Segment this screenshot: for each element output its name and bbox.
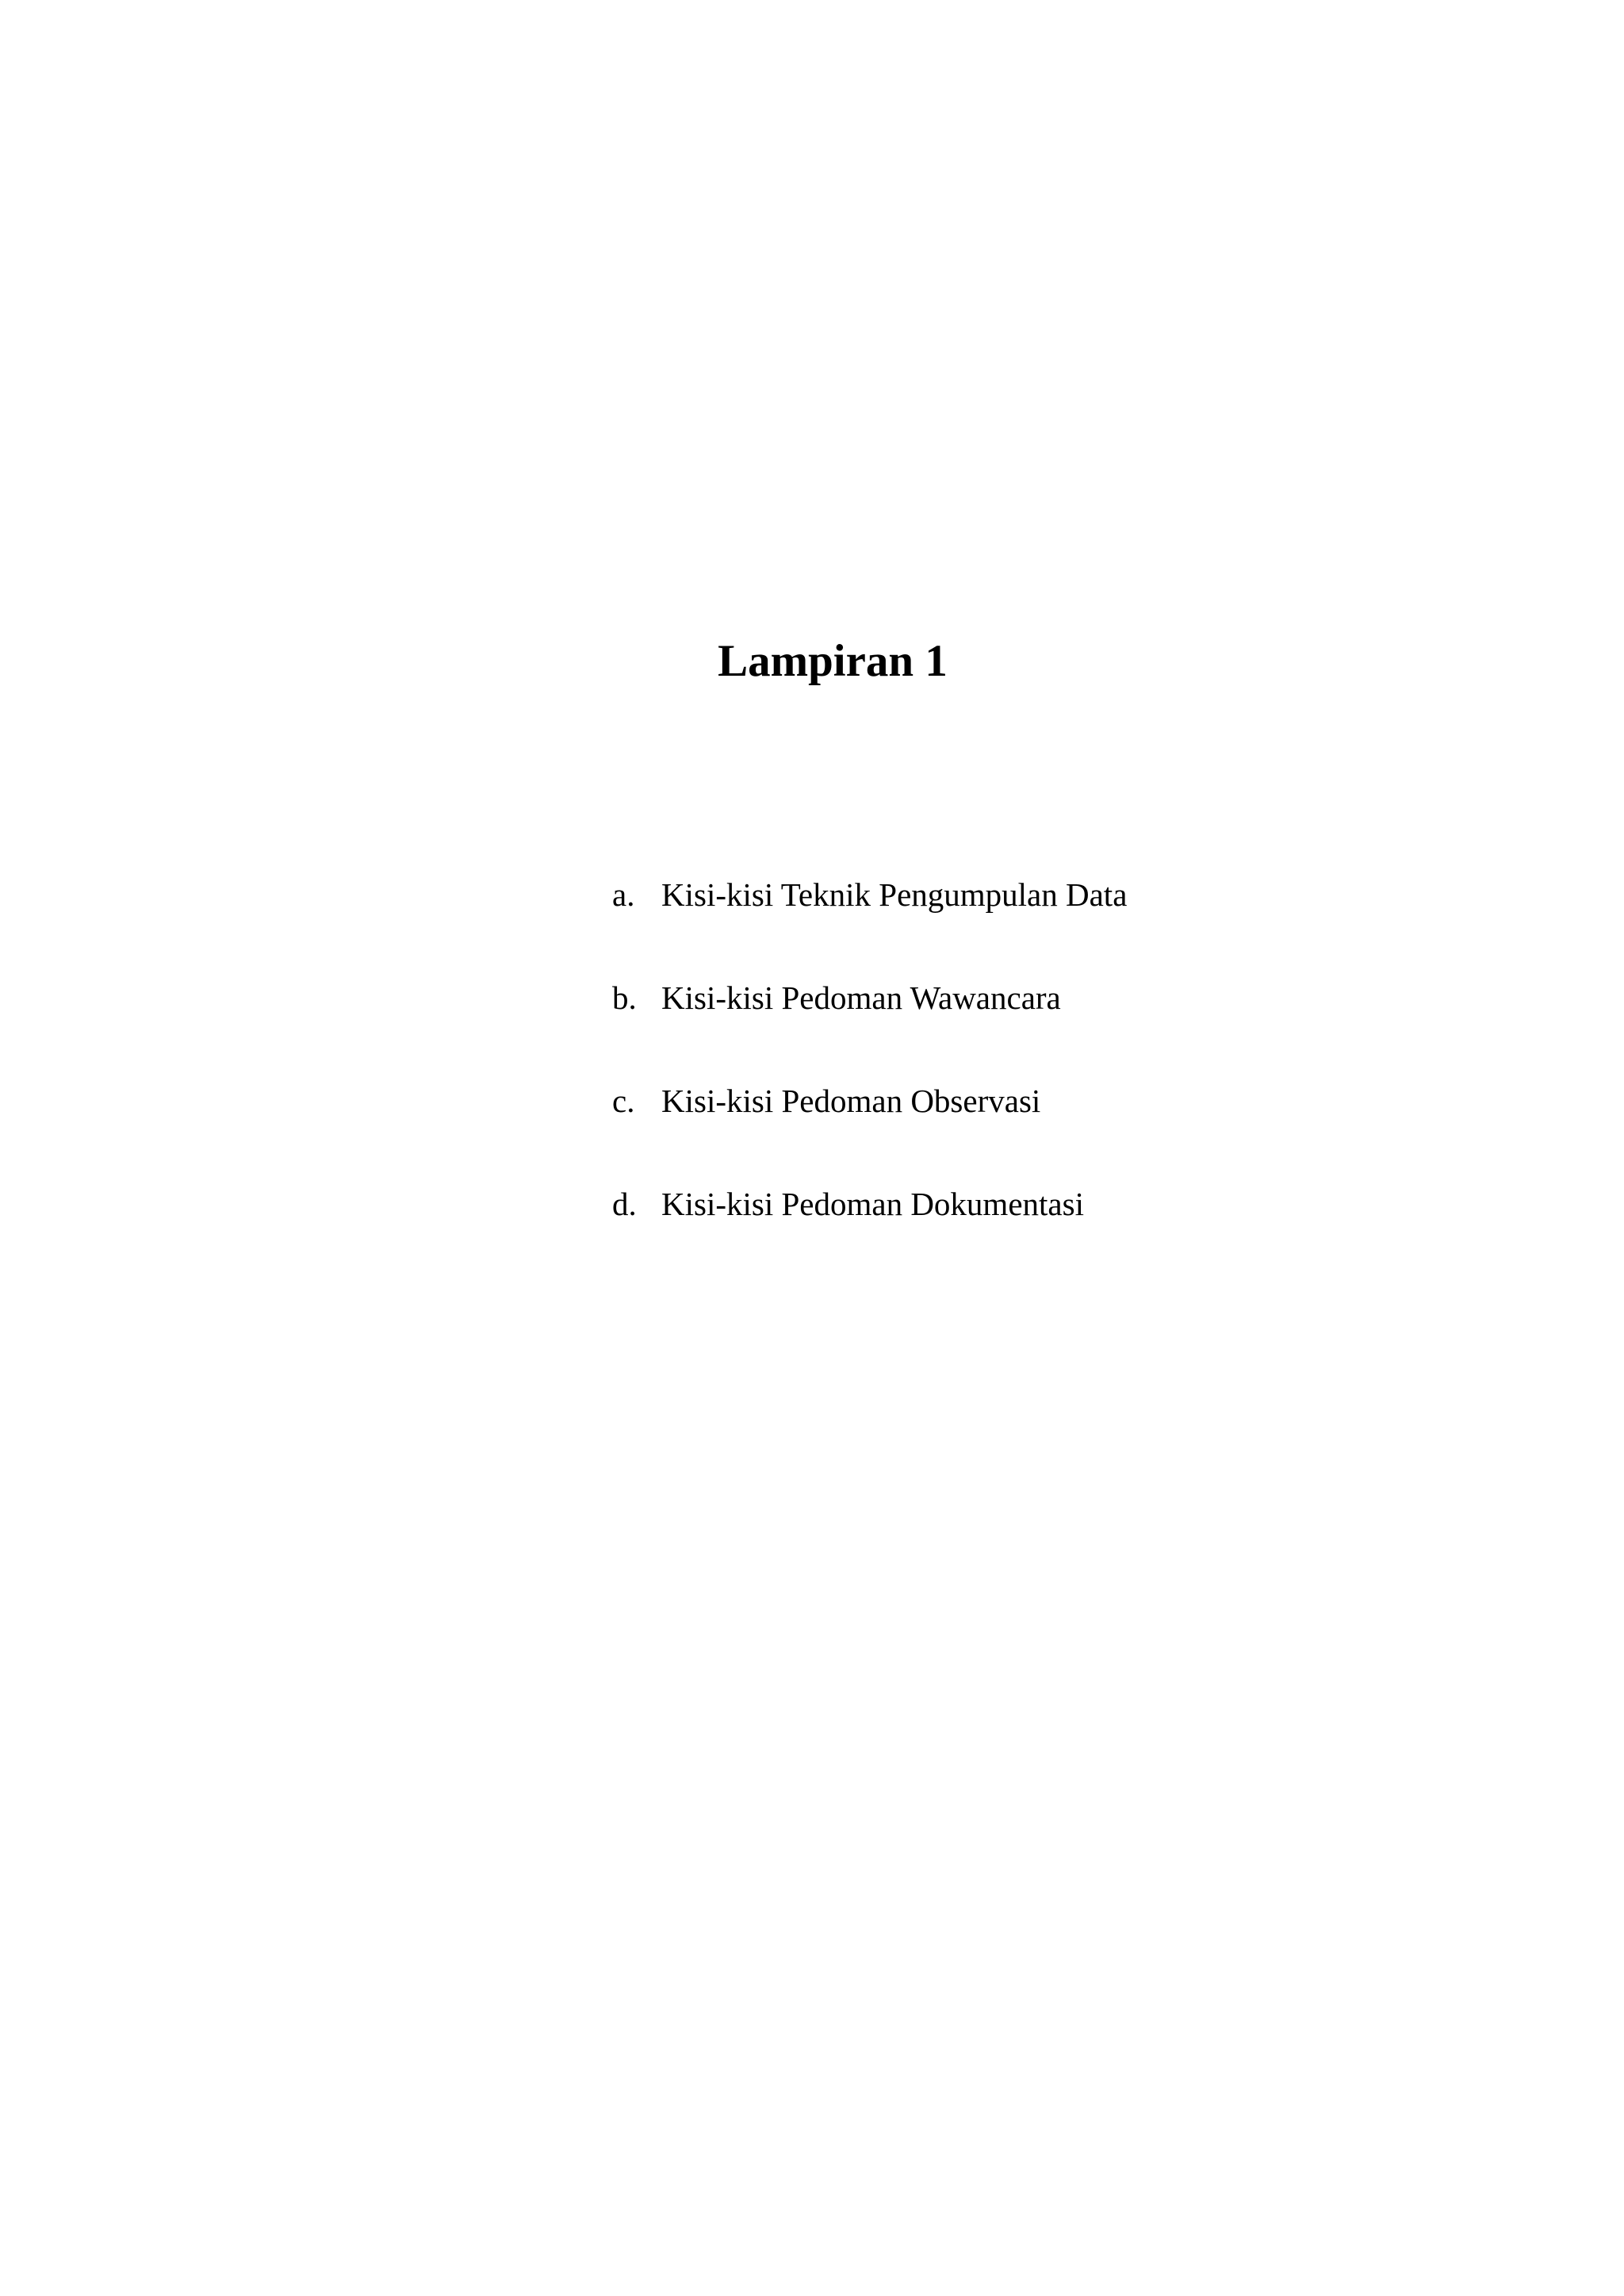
page-title: Lampiran 1 xyxy=(718,636,948,686)
list-item-marker: a. xyxy=(612,876,635,913)
list-item-text: Kisi-kisi Pedoman Wawancara xyxy=(661,979,1061,1016)
list-item-marker: c. xyxy=(612,1083,635,1119)
list-item-text: Kisi-kisi Teknik Pengumpulan Data xyxy=(661,876,1128,913)
list-item-marker: b. xyxy=(612,979,637,1016)
list-item-text: Kisi-kisi Pedoman Observasi xyxy=(661,1083,1041,1119)
list-item-marker: d. xyxy=(612,1186,637,1222)
list-item-text: Kisi-kisi Pedoman Dokumentasi xyxy=(661,1186,1084,1222)
